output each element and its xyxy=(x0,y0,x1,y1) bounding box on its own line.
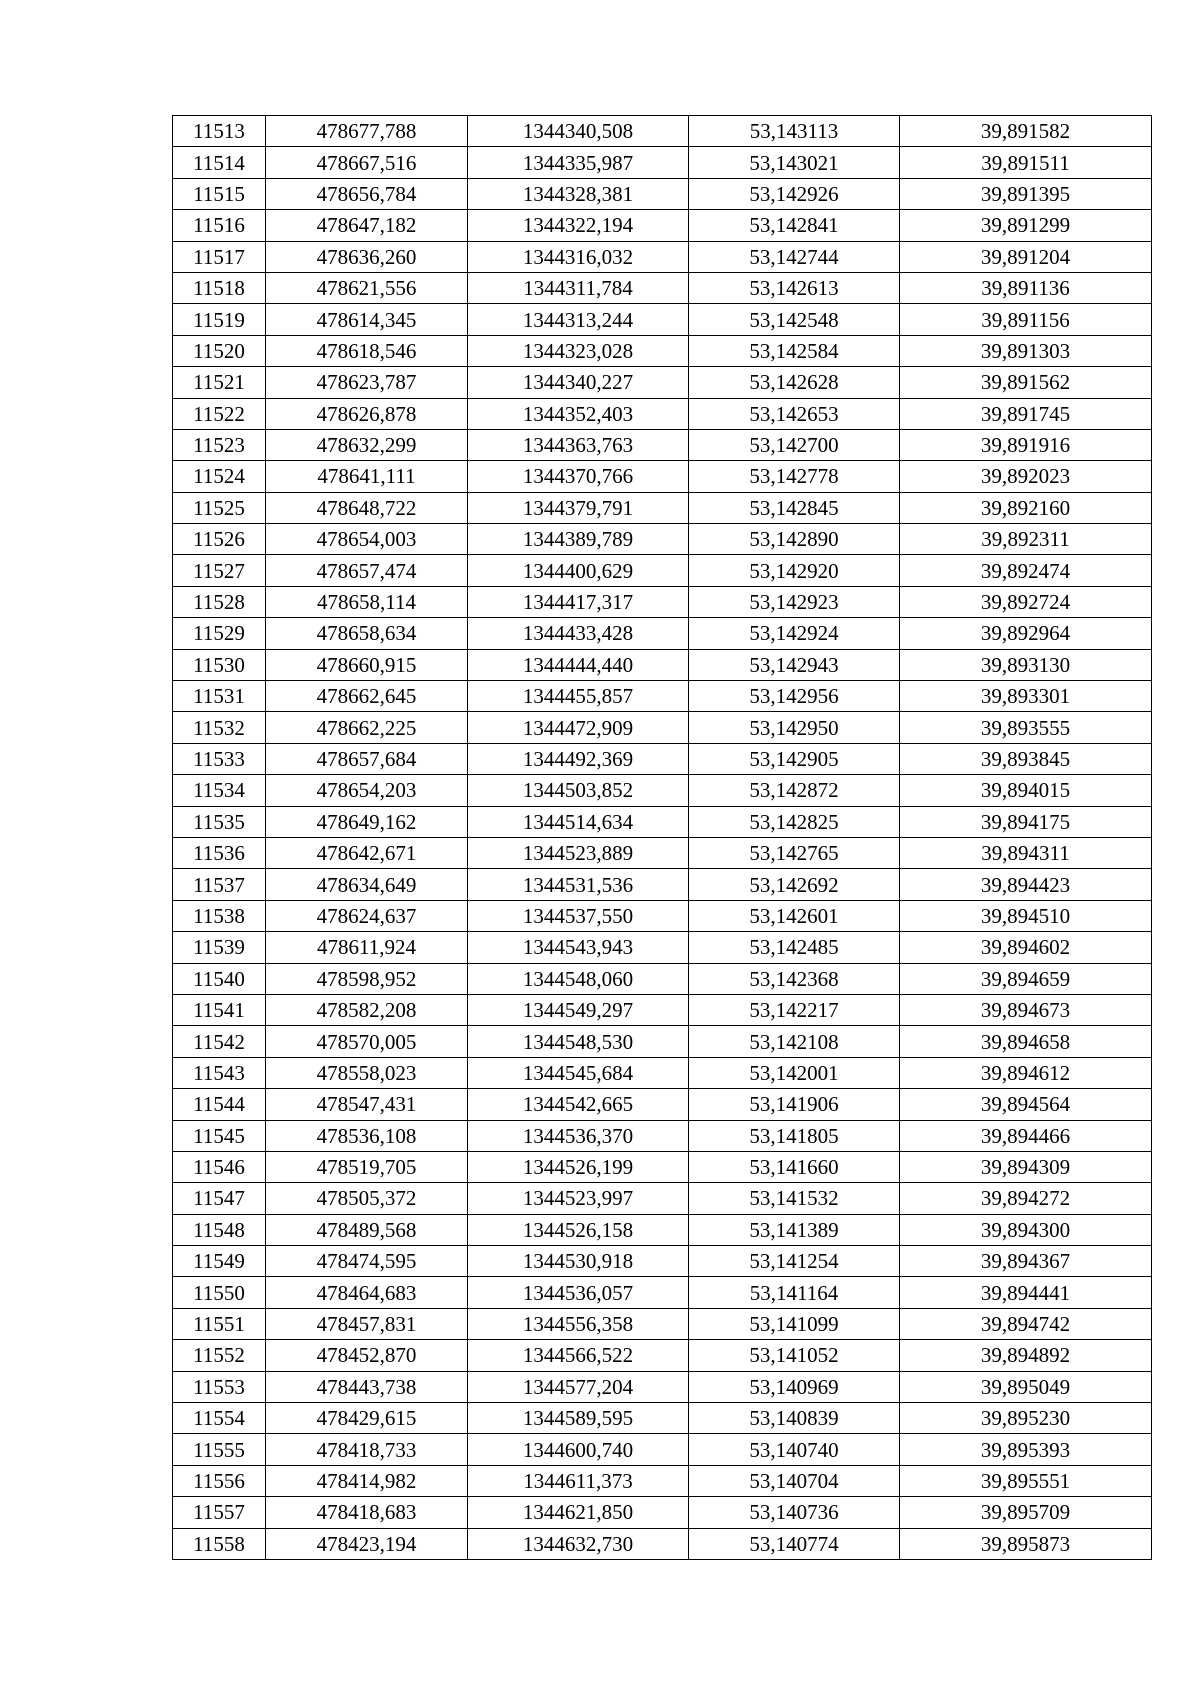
point-number-cell: 11540 xyxy=(173,963,266,994)
y-coordinate-cell: 1344611,373 xyxy=(468,1465,689,1496)
latitude-cell: 53,142872 xyxy=(689,775,900,806)
table-row xyxy=(173,712,1152,743)
latitude-cell: 53,141254 xyxy=(689,1246,900,1277)
y-coordinate-cell: 1344340,508 xyxy=(468,116,689,147)
x-coordinate-cell: 478414,982 xyxy=(266,1465,468,1496)
point-number-cell: 11528 xyxy=(173,586,266,617)
table-row xyxy=(173,304,1152,335)
x-coordinate-cell: 478662,225 xyxy=(266,712,468,743)
x-coordinate-cell: 478626,878 xyxy=(266,398,468,429)
latitude-cell: 53,143021 xyxy=(689,147,900,178)
longitude-cell: 39,893555 xyxy=(900,712,1152,743)
point-number-cell: 11524 xyxy=(173,461,266,492)
x-coordinate-cell: 478658,114 xyxy=(266,586,468,617)
point-number-cell: 11513 xyxy=(173,116,266,147)
longitude-cell: 39,893845 xyxy=(900,743,1152,774)
longitude-cell: 39,891582 xyxy=(900,116,1152,147)
longitude-cell: 39,891395 xyxy=(900,178,1152,209)
point-number-cell: 11518 xyxy=(173,272,266,303)
latitude-cell: 53,142108 xyxy=(689,1026,900,1057)
longitude-cell: 39,891562 xyxy=(900,367,1152,398)
x-coordinate-cell: 478452,870 xyxy=(266,1340,468,1371)
table-row xyxy=(173,1308,1152,1339)
table-row xyxy=(173,649,1152,680)
table-row xyxy=(173,147,1152,178)
point-number-cell: 11532 xyxy=(173,712,266,743)
table-row xyxy=(173,1497,1152,1528)
latitude-cell: 53,140839 xyxy=(689,1403,900,1434)
y-coordinate-cell: 1344340,227 xyxy=(468,367,689,398)
latitude-cell: 53,140740 xyxy=(689,1434,900,1465)
point-number-cell: 11545 xyxy=(173,1120,266,1151)
table-row xyxy=(173,1340,1152,1371)
longitude-cell: 39,895873 xyxy=(900,1528,1152,1559)
longitude-cell: 39,894612 xyxy=(900,1057,1152,1088)
point-number-cell: 11553 xyxy=(173,1371,266,1402)
latitude-cell: 53,141389 xyxy=(689,1214,900,1245)
y-coordinate-cell: 1344530,918 xyxy=(468,1246,689,1277)
x-coordinate-cell: 478489,568 xyxy=(266,1214,468,1245)
longitude-cell: 39,891299 xyxy=(900,210,1152,241)
y-coordinate-cell: 1344566,522 xyxy=(468,1340,689,1371)
latitude-cell: 53,142485 xyxy=(689,932,900,963)
longitude-cell: 39,891303 xyxy=(900,335,1152,366)
x-coordinate-cell: 478519,705 xyxy=(266,1151,468,1182)
longitude-cell: 39,895230 xyxy=(900,1403,1152,1434)
x-coordinate-cell: 478598,952 xyxy=(266,963,468,994)
table-row xyxy=(173,1183,1152,1214)
x-coordinate-cell: 478654,203 xyxy=(266,775,468,806)
table-row xyxy=(173,837,1152,868)
y-coordinate-cell: 1344455,857 xyxy=(468,681,689,712)
table-row xyxy=(173,681,1152,712)
point-number-cell: 11520 xyxy=(173,335,266,366)
table-row xyxy=(173,335,1152,366)
y-coordinate-cell: 1344548,060 xyxy=(468,963,689,994)
longitude-cell: 39,894659 xyxy=(900,963,1152,994)
point-number-cell: 11523 xyxy=(173,429,266,460)
x-coordinate-cell: 478662,645 xyxy=(266,681,468,712)
longitude-cell: 39,894892 xyxy=(900,1340,1152,1371)
table-row xyxy=(173,241,1152,272)
y-coordinate-cell: 1344526,158 xyxy=(468,1214,689,1245)
latitude-cell: 53,142217 xyxy=(689,994,900,1025)
x-coordinate-cell: 478649,162 xyxy=(266,806,468,837)
y-coordinate-cell: 1344352,403 xyxy=(468,398,689,429)
x-coordinate-cell: 478464,683 xyxy=(266,1277,468,1308)
longitude-cell: 39,894272 xyxy=(900,1183,1152,1214)
y-coordinate-cell: 1344492,369 xyxy=(468,743,689,774)
longitude-cell: 39,892311 xyxy=(900,524,1152,555)
latitude-cell: 53,141805 xyxy=(689,1120,900,1151)
x-coordinate-cell: 478656,784 xyxy=(266,178,468,209)
latitude-cell: 53,140969 xyxy=(689,1371,900,1402)
x-coordinate-cell: 478654,003 xyxy=(266,524,468,555)
x-coordinate-cell: 478660,915 xyxy=(266,649,468,680)
table-row xyxy=(173,806,1152,837)
longitude-cell: 39,894602 xyxy=(900,932,1152,963)
y-coordinate-cell: 1344313,244 xyxy=(468,304,689,335)
longitude-cell: 39,894015 xyxy=(900,775,1152,806)
y-coordinate-cell: 1344549,297 xyxy=(468,994,689,1025)
table-row xyxy=(173,1120,1152,1151)
x-coordinate-cell: 478647,182 xyxy=(266,210,468,241)
latitude-cell: 53,140774 xyxy=(689,1528,900,1559)
longitude-cell: 39,894309 xyxy=(900,1151,1152,1182)
x-coordinate-cell: 478636,260 xyxy=(266,241,468,272)
y-coordinate-cell: 1344545,684 xyxy=(468,1057,689,1088)
y-coordinate-cell: 1344379,791 xyxy=(468,492,689,523)
latitude-cell: 53,142923 xyxy=(689,586,900,617)
latitude-cell: 53,141052 xyxy=(689,1340,900,1371)
latitude-cell: 53,142950 xyxy=(689,712,900,743)
longitude-cell: 39,891916 xyxy=(900,429,1152,460)
point-number-cell: 11539 xyxy=(173,932,266,963)
latitude-cell: 53,140704 xyxy=(689,1465,900,1496)
longitude-cell: 39,894311 xyxy=(900,837,1152,868)
point-number-cell: 11529 xyxy=(173,618,266,649)
x-coordinate-cell: 478558,023 xyxy=(266,1057,468,1088)
longitude-cell: 39,895393 xyxy=(900,1434,1152,1465)
table-row xyxy=(173,461,1152,492)
latitude-cell: 53,142825 xyxy=(689,806,900,837)
table-row xyxy=(173,900,1152,931)
latitude-cell: 53,143113 xyxy=(689,116,900,147)
longitude-cell: 39,891136 xyxy=(900,272,1152,303)
x-coordinate-cell: 478505,372 xyxy=(266,1183,468,1214)
table-row xyxy=(173,1057,1152,1088)
longitude-cell: 39,893301 xyxy=(900,681,1152,712)
x-coordinate-cell: 478632,299 xyxy=(266,429,468,460)
latitude-cell: 53,142744 xyxy=(689,241,900,272)
table-row xyxy=(173,1277,1152,1308)
y-coordinate-cell: 1344335,987 xyxy=(468,147,689,178)
latitude-cell: 53,140736 xyxy=(689,1497,900,1528)
longitude-cell: 39,892023 xyxy=(900,461,1152,492)
point-number-cell: 11536 xyxy=(173,837,266,868)
longitude-cell: 39,891511 xyxy=(900,147,1152,178)
y-coordinate-cell: 1344514,634 xyxy=(468,806,689,837)
point-number-cell: 11542 xyxy=(173,1026,266,1057)
point-number-cell: 11558 xyxy=(173,1528,266,1559)
longitude-cell: 39,894564 xyxy=(900,1089,1152,1120)
x-coordinate-cell: 478582,208 xyxy=(266,994,468,1025)
longitude-cell: 39,895709 xyxy=(900,1497,1152,1528)
y-coordinate-cell: 1344537,550 xyxy=(468,900,689,931)
table-row xyxy=(173,1151,1152,1182)
x-coordinate-cell: 478658,634 xyxy=(266,618,468,649)
y-coordinate-cell: 1344417,317 xyxy=(468,586,689,617)
table-row xyxy=(173,1371,1152,1402)
longitude-cell: 39,894423 xyxy=(900,869,1152,900)
x-coordinate-cell: 478623,787 xyxy=(266,367,468,398)
latitude-cell: 53,141532 xyxy=(689,1183,900,1214)
latitude-cell: 53,142956 xyxy=(689,681,900,712)
y-coordinate-cell: 1344363,763 xyxy=(468,429,689,460)
point-number-cell: 11526 xyxy=(173,524,266,555)
x-coordinate-cell: 478621,556 xyxy=(266,272,468,303)
y-coordinate-cell: 1344400,629 xyxy=(468,555,689,586)
coordinates-table-body xyxy=(173,116,1152,1560)
point-number-cell: 11556 xyxy=(173,1465,266,1496)
latitude-cell: 53,142890 xyxy=(689,524,900,555)
x-coordinate-cell: 478547,431 xyxy=(266,1089,468,1120)
table-row xyxy=(173,367,1152,398)
table-row xyxy=(173,586,1152,617)
table-row xyxy=(173,1246,1152,1277)
table-row xyxy=(173,1465,1152,1496)
x-coordinate-cell: 478429,615 xyxy=(266,1403,468,1434)
point-number-cell: 11551 xyxy=(173,1308,266,1339)
point-number-cell: 11546 xyxy=(173,1151,266,1182)
x-coordinate-cell: 478570,005 xyxy=(266,1026,468,1057)
point-number-cell: 11535 xyxy=(173,806,266,837)
y-coordinate-cell: 1344389,789 xyxy=(468,524,689,555)
y-coordinate-cell: 1344472,909 xyxy=(468,712,689,743)
point-number-cell: 11544 xyxy=(173,1089,266,1120)
x-coordinate-cell: 478618,546 xyxy=(266,335,468,366)
longitude-cell: 39,894300 xyxy=(900,1214,1152,1245)
x-coordinate-cell: 478648,722 xyxy=(266,492,468,523)
table-row xyxy=(173,1434,1152,1465)
x-coordinate-cell: 478536,108 xyxy=(266,1120,468,1151)
table-row xyxy=(173,1214,1152,1245)
table-row xyxy=(173,1089,1152,1120)
latitude-cell: 53,142601 xyxy=(689,900,900,931)
longitude-cell: 39,894441 xyxy=(900,1277,1152,1308)
latitude-cell: 53,142943 xyxy=(689,649,900,680)
point-number-cell: 11549 xyxy=(173,1246,266,1277)
longitude-cell: 39,895551 xyxy=(900,1465,1152,1496)
x-coordinate-cell: 478642,671 xyxy=(266,837,468,868)
latitude-cell: 53,142778 xyxy=(689,461,900,492)
latitude-cell: 53,142001 xyxy=(689,1057,900,1088)
y-coordinate-cell: 1344577,204 xyxy=(468,1371,689,1402)
y-coordinate-cell: 1344433,428 xyxy=(468,618,689,649)
latitude-cell: 53,142700 xyxy=(689,429,900,460)
table-row xyxy=(173,1403,1152,1434)
latitude-cell: 53,141164 xyxy=(689,1277,900,1308)
point-number-cell: 11525 xyxy=(173,492,266,523)
coordinates-table xyxy=(172,115,1152,1560)
latitude-cell: 53,142584 xyxy=(689,335,900,366)
table-row xyxy=(173,555,1152,586)
latitude-cell: 53,142628 xyxy=(689,367,900,398)
x-coordinate-cell: 478443,738 xyxy=(266,1371,468,1402)
x-coordinate-cell: 478634,649 xyxy=(266,869,468,900)
latitude-cell: 53,142924 xyxy=(689,618,900,649)
y-coordinate-cell: 1344531,536 xyxy=(468,869,689,900)
x-coordinate-cell: 478418,733 xyxy=(266,1434,468,1465)
latitude-cell: 53,142653 xyxy=(689,398,900,429)
point-number-cell: 11552 xyxy=(173,1340,266,1371)
x-coordinate-cell: 478657,684 xyxy=(266,743,468,774)
point-number-cell: 11547 xyxy=(173,1183,266,1214)
point-number-cell: 11555 xyxy=(173,1434,266,1465)
y-coordinate-cell: 1344523,889 xyxy=(468,837,689,868)
longitude-cell: 39,894367 xyxy=(900,1246,1152,1277)
longitude-cell: 39,894510 xyxy=(900,900,1152,931)
table-row xyxy=(173,963,1152,994)
table-row xyxy=(173,1528,1152,1559)
y-coordinate-cell: 1344370,766 xyxy=(468,461,689,492)
point-number-cell: 11519 xyxy=(173,304,266,335)
latitude-cell: 53,142368 xyxy=(689,963,900,994)
y-coordinate-cell: 1344316,032 xyxy=(468,241,689,272)
point-number-cell: 11557 xyxy=(173,1497,266,1528)
latitude-cell: 53,141906 xyxy=(689,1089,900,1120)
longitude-cell: 39,894658 xyxy=(900,1026,1152,1057)
latitude-cell: 53,142920 xyxy=(689,555,900,586)
table-row xyxy=(173,398,1152,429)
longitude-cell: 39,894742 xyxy=(900,1308,1152,1339)
y-coordinate-cell: 1344328,381 xyxy=(468,178,689,209)
y-coordinate-cell: 1344621,850 xyxy=(468,1497,689,1528)
x-coordinate-cell: 478457,831 xyxy=(266,1308,468,1339)
longitude-cell: 39,894673 xyxy=(900,994,1152,1025)
point-number-cell: 11534 xyxy=(173,775,266,806)
latitude-cell: 53,141660 xyxy=(689,1151,900,1182)
latitude-cell: 53,141099 xyxy=(689,1308,900,1339)
point-number-cell: 11538 xyxy=(173,900,266,931)
y-coordinate-cell: 1344543,943 xyxy=(468,932,689,963)
latitude-cell: 53,142548 xyxy=(689,304,900,335)
latitude-cell: 53,142692 xyxy=(689,869,900,900)
x-coordinate-cell: 478677,788 xyxy=(266,116,468,147)
table-row xyxy=(173,178,1152,209)
point-number-cell: 11554 xyxy=(173,1403,266,1434)
latitude-cell: 53,142845 xyxy=(689,492,900,523)
point-number-cell: 11543 xyxy=(173,1057,266,1088)
point-number-cell: 11541 xyxy=(173,994,266,1025)
table-row xyxy=(173,524,1152,555)
y-coordinate-cell: 1344632,730 xyxy=(468,1528,689,1559)
point-number-cell: 11517 xyxy=(173,241,266,272)
latitude-cell: 53,142765 xyxy=(689,837,900,868)
table-row xyxy=(173,994,1152,1025)
y-coordinate-cell: 1344536,057 xyxy=(468,1277,689,1308)
longitude-cell: 39,892474 xyxy=(900,555,1152,586)
table-row xyxy=(173,492,1152,523)
longitude-cell: 39,894175 xyxy=(900,806,1152,837)
y-coordinate-cell: 1344526,199 xyxy=(468,1151,689,1182)
table-row xyxy=(173,775,1152,806)
y-coordinate-cell: 1344323,028 xyxy=(468,335,689,366)
point-number-cell: 11550 xyxy=(173,1277,266,1308)
y-coordinate-cell: 1344548,530 xyxy=(468,1026,689,1057)
x-coordinate-cell: 478641,111 xyxy=(266,461,468,492)
latitude-cell: 53,142926 xyxy=(689,178,900,209)
latitude-cell: 53,142905 xyxy=(689,743,900,774)
x-coordinate-cell: 478423,194 xyxy=(266,1528,468,1559)
y-coordinate-cell: 1344311,784 xyxy=(468,272,689,303)
y-coordinate-cell: 1344600,740 xyxy=(468,1434,689,1465)
table-row xyxy=(173,618,1152,649)
table-row xyxy=(173,932,1152,963)
point-number-cell: 11527 xyxy=(173,555,266,586)
longitude-cell: 39,891156 xyxy=(900,304,1152,335)
table-row xyxy=(173,272,1152,303)
point-number-cell: 11530 xyxy=(173,649,266,680)
latitude-cell: 53,142841 xyxy=(689,210,900,241)
point-number-cell: 11516 xyxy=(173,210,266,241)
point-number-cell: 11514 xyxy=(173,147,266,178)
longitude-cell: 39,891204 xyxy=(900,241,1152,272)
table-row xyxy=(173,210,1152,241)
y-coordinate-cell: 1344542,665 xyxy=(468,1089,689,1120)
x-coordinate-cell: 478624,637 xyxy=(266,900,468,931)
x-coordinate-cell: 478611,924 xyxy=(266,932,468,963)
point-number-cell: 11521 xyxy=(173,367,266,398)
longitude-cell: 39,892724 xyxy=(900,586,1152,617)
point-number-cell: 11515 xyxy=(173,178,266,209)
point-number-cell: 11533 xyxy=(173,743,266,774)
x-coordinate-cell: 478474,595 xyxy=(266,1246,468,1277)
table-row xyxy=(173,1026,1152,1057)
y-coordinate-cell: 1344556,358 xyxy=(468,1308,689,1339)
y-coordinate-cell: 1344523,997 xyxy=(468,1183,689,1214)
longitude-cell: 39,895049 xyxy=(900,1371,1152,1402)
point-number-cell: 11537 xyxy=(173,869,266,900)
x-coordinate-cell: 478418,683 xyxy=(266,1497,468,1528)
point-number-cell: 11522 xyxy=(173,398,266,429)
longitude-cell: 39,892160 xyxy=(900,492,1152,523)
table-row xyxy=(173,116,1152,147)
y-coordinate-cell: 1344536,370 xyxy=(468,1120,689,1151)
point-number-cell: 11531 xyxy=(173,681,266,712)
latitude-cell: 53,142613 xyxy=(689,272,900,303)
x-coordinate-cell: 478657,474 xyxy=(266,555,468,586)
longitude-cell: 39,892964 xyxy=(900,618,1152,649)
longitude-cell: 39,891745 xyxy=(900,398,1152,429)
x-coordinate-cell: 478667,516 xyxy=(266,147,468,178)
y-coordinate-cell: 1344589,595 xyxy=(468,1403,689,1434)
table-row xyxy=(173,743,1152,774)
table-row xyxy=(173,429,1152,460)
table-row xyxy=(173,869,1152,900)
y-coordinate-cell: 1344503,852 xyxy=(468,775,689,806)
x-coordinate-cell: 478614,345 xyxy=(266,304,468,335)
longitude-cell: 39,894466 xyxy=(900,1120,1152,1151)
y-coordinate-cell: 1344322,194 xyxy=(468,210,689,241)
longitude-cell: 39,893130 xyxy=(900,649,1152,680)
point-number-cell: 11548 xyxy=(173,1214,266,1245)
y-coordinate-cell: 1344444,440 xyxy=(468,649,689,680)
